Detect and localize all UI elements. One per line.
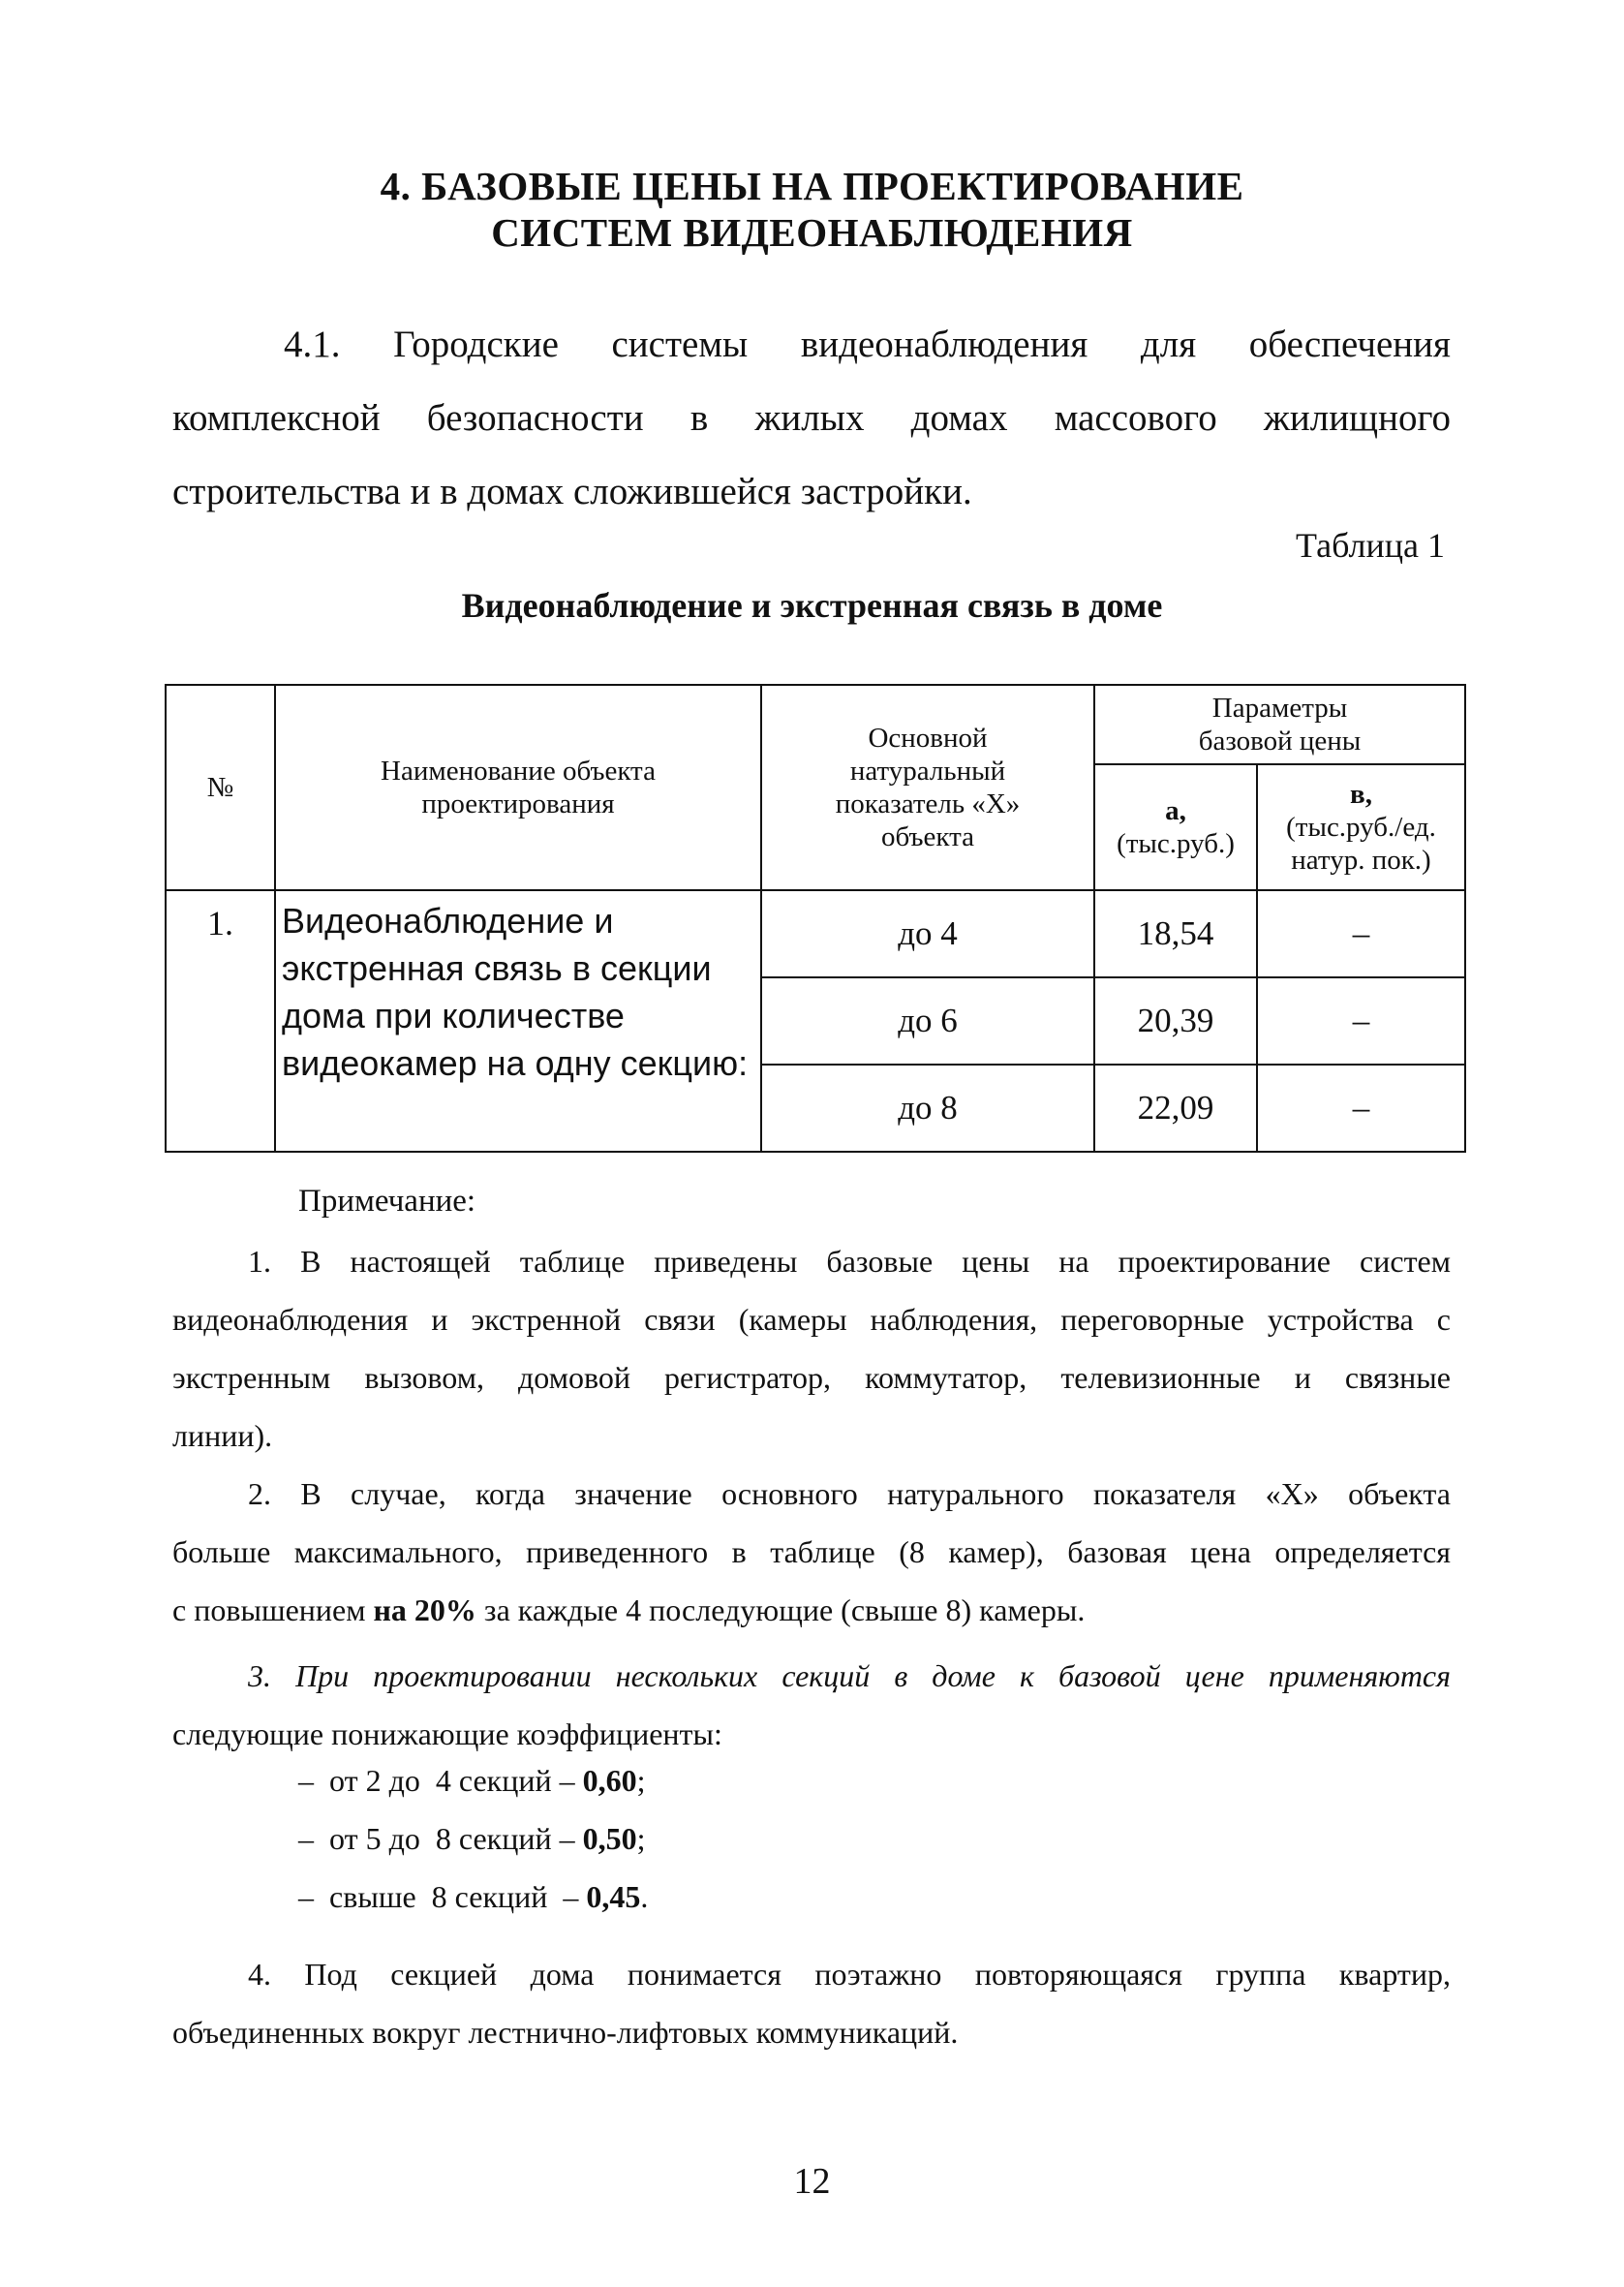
coef-item-end: ; <box>636 1821 646 1856</box>
section-heading-line1: 4. БАЗОВЫЕ ЦЕНЫ НА ПРОЕКТИРОВАНИЕ <box>380 164 1244 208</box>
note3-line1: 3. При проектировании нескольких секций в доме к базовой цене применяются <box>248 1658 1451 1693</box>
coef-item-end: ; <box>636 1763 646 1798</box>
note2-line1: 2. В случае, когда значение основного натурального показателя «Х» объекта <box>248 1476 1451 1511</box>
coef-item-text: – от 2 до 4 секций – <box>298 1763 583 1798</box>
indicator-cell-3: до 8 <box>761 1065 1094 1152</box>
header-a-unit: (тыс.руб.) <box>1117 828 1235 859</box>
note2-line3 <box>172 1581 1451 1639</box>
coef-item-value: 0,50 <box>582 1821 637 1856</box>
note2-increase-value: на 20% <box>373 1592 476 1627</box>
note2-line3-start: с повышением <box>172 1592 366 1627</box>
price-b-cell-2: – <box>1257 977 1465 1065</box>
note3-line2: следующие понижающие коэффициенты: <box>172 1716 722 1751</box>
header-params <box>1094 685 1465 764</box>
page-number: 12 <box>793 2161 831 2202</box>
coef-item <box>298 1821 645 1857</box>
coef-item-text: – от 5 до 8 секций – <box>298 1821 583 1856</box>
intro-line-2: комплексной безопасности в жилых домах массового жилищного <box>172 397 1451 439</box>
table-row <box>166 890 1465 977</box>
note1-line2: видеонаблюдения и экстренной связи (камеры наблюдения, переговорные устройства с <box>172 1302 1451 1337</box>
coef-item-value: 0,60 <box>582 1763 637 1798</box>
intro-line-3: строительства и в домах сложившейся застройки. <box>172 471 972 512</box>
coef-item-text: – свыше 8 секций – <box>298 1879 587 1914</box>
price-table <box>165 684 1466 1153</box>
header-b-unit: (тыс.руб./ед. натур. пок.) <box>1286 812 1436 876</box>
note1-line3: экстренным вызовом, домовой регистратор, коммутатор, телевизионные и связные <box>172 1360 1451 1395</box>
indicator-cell-2: до 6 <box>761 977 1094 1065</box>
price-b-cell-3: – <box>1257 1065 1465 1152</box>
header-a-letter: а, <box>1165 795 1186 826</box>
note4-line1: 4. Под секцией дома понимается поэтажно повторяющаяся группа квартир, <box>248 1957 1451 1992</box>
section-heading-line2: СИСТЕМ ВИДЕОНАБЛЮДЕНИЯ <box>491 210 1133 255</box>
notes-title: Примечание: <box>298 1184 476 1219</box>
note2-line3-end: за каждые 4 последующие (свыше 8) камеры. <box>483 1592 1086 1627</box>
row-number: 1. <box>166 890 275 1152</box>
header-b-letter: в, <box>1350 779 1372 810</box>
note2-line2: больше максимального, приведенного в таблице (8 камер), базовая цена определяется <box>172 1534 1451 1569</box>
coef-item-value: 0,45 <box>586 1879 641 1914</box>
header-num: № <box>166 685 275 890</box>
price-b-cell-1: – <box>1257 890 1465 977</box>
price-a-cell-3: 22,09 <box>1094 1065 1257 1152</box>
coef-item <box>298 1879 648 1915</box>
header-b <box>1257 764 1465 890</box>
header-name-text: Наименование объекта проектирования <box>381 756 656 819</box>
header-name <box>275 685 761 890</box>
table-label: Таблица 1 <box>1296 526 1445 565</box>
price-a-cell-1: 18,54 <box>1094 890 1257 977</box>
header-indicator-text: Основной натуральный показатель «Х» объекта <box>835 723 1021 852</box>
coef-item-end: . <box>640 1879 649 1914</box>
note1-line4: линии). <box>172 1418 273 1453</box>
row-name: Видеонаблюдение и экстренная связь в секции дома при количестве видеокамер на одну секцию: <box>275 890 761 1152</box>
header-params-text: Параметры базовой цены <box>1198 693 1362 757</box>
header-a <box>1094 764 1257 890</box>
note4-line2: объединенных вокруг лестнично-лифтовых коммуникаций. <box>172 2015 959 2050</box>
header-indicator <box>761 685 1094 890</box>
intro-line-1: 4.1. Городские системы видеонаблюдения для обеспечения <box>284 324 1451 365</box>
price-a-cell-2: 20,39 <box>1094 977 1257 1065</box>
note1-line1: 1. В настоящей таблице приведены базовые цены на проектирование систем <box>248 1244 1451 1279</box>
coef-item <box>298 1763 645 1799</box>
table-title: Видеонаблюдение и экстренная связь в доме <box>461 586 1163 625</box>
indicator-cell-1: до 4 <box>761 890 1094 977</box>
